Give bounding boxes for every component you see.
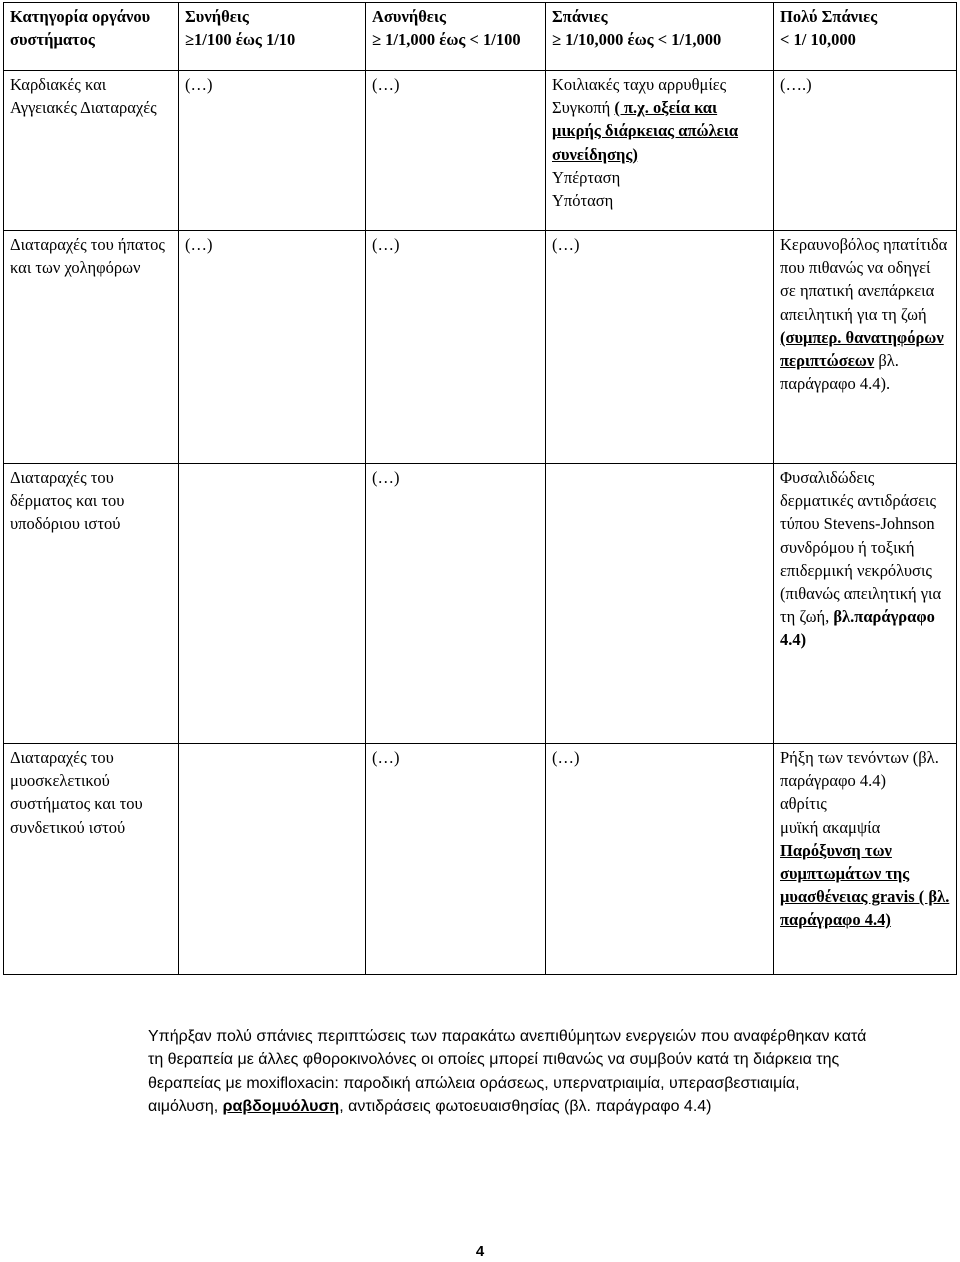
musculo-very-rare-item: Ρήξη των τενόντων (βλ. παράγραφο 4.4) — [780, 748, 939, 791]
skin-very-rare: Φυσαλιδώδεις δερματικές αντιδράσεις τύπου Stevens-Johnson συνδρόμου ή τοξική επιδερμική νεκρόλυσις (πιθανώς απειλητική για τη ζωή, βλ.παράγραφο 4.4) — [774, 464, 957, 744]
cardiac-rare — [546, 71, 774, 231]
musculo-very-rare — [774, 744, 957, 975]
skin-common — [179, 464, 366, 744]
organ-skin: Διαταραχές του δέρματος και του υποδόριου ιστού — [4, 464, 179, 744]
header-common-range: ≥1/100 έως 1/10 — [185, 30, 296, 50]
header-very-rare-title: Πολύ Σπάνιες — [780, 7, 878, 26]
header-uncommon-range: ≥ 1/1,000 έως < 1/100 — [372, 30, 521, 50]
liver-rare: (…) — [546, 231, 774, 464]
musculo-very-rare-item: αθρίτις — [780, 794, 827, 814]
skin-uncommon: (…) — [366, 464, 546, 744]
adverse-reactions-table — [3, 2, 957, 975]
table-header-row — [4, 3, 957, 71]
header-common-title: Συνήθεις — [185, 7, 249, 26]
musculo-very-rare-item: μυϊκή ακαμψία — [780, 817, 881, 837]
header-organ-class: Κατηγορία οργάνου συστήματος — [4, 3, 179, 71]
musculo-common — [179, 744, 366, 975]
cardiac-rare-note: ( π.χ. οξεία και μικρής διάρκειας απώλεια συνείδησης) — [552, 98, 739, 164]
header-rare — [546, 3, 774, 71]
header-uncommon-title: Ασυνήθεις — [372, 7, 446, 26]
table-row-liver — [4, 231, 957, 464]
cardiac-rare-item: Κοιλιακές ταχυ αρρυθμίες — [552, 75, 727, 94]
cardiac-rare-item: Συγκοπή ( π.χ. οξεία και μικρής διάρκειας απώλεια συνείδησης) — [552, 98, 739, 164]
musculo-uncommon: (…) — [366, 744, 546, 975]
liver-common: (…) — [179, 231, 366, 464]
skin-very-rare-note: βλ.παράγραφο 4.4) — [780, 607, 935, 650]
cardiac-common: (…) — [179, 71, 366, 231]
organ-musculo: Διαταραχές του μυοσκελετικού συστήματος και του συνδετικού ιστού — [4, 744, 179, 975]
musculo-very-rare-item: Παρόξυνση των συμπτωμάτων της μυασθένειας gravis ( βλ. παράγραφο 4.4) — [780, 840, 950, 930]
footnote-emphasis: ραβδομυόλυση — [222, 1098, 340, 1116]
organ-cardiac: Καρδιακές και Αγγειακές Διαταραχές — [4, 71, 179, 231]
cardiac-rare-item: Υπόταση — [552, 191, 614, 211]
musculo-rare: (…) — [546, 744, 774, 975]
header-rare-range: ≥ 1/10,000 έως < 1/1,000 — [552, 30, 722, 50]
cardiac-rare-item: Υπέρταση — [552, 167, 621, 187]
table-row-skin — [4, 464, 957, 744]
header-common — [179, 3, 366, 71]
cardiac-uncommon: (…) — [366, 71, 546, 231]
header-very-rare-range: < 1/ 10,000 — [780, 30, 856, 50]
table-row-musculo — [4, 744, 957, 975]
header-very-rare — [774, 3, 957, 71]
table-row-cardiac — [4, 71, 957, 231]
header-rare-title: Σπάνιες — [552, 7, 608, 26]
page-number: 4 — [475, 1243, 485, 1260]
liver-very-rare-note: (συμπερ. θανατηφόρων περιπτώσεων — [780, 327, 944, 371]
footnote-paragraph: Υπήρξαν πολύ σπάνιες περιπτώσεις των παρακάτω ανεπιθύμητων ενεργειών που αναφέρθηκαν κατά τη θεραπεία με άλλες φθοροκινολόνες οι οποίες μπορεί πιθανώς να συμβούν κατά τη διάρκεια της θεραπείας με moxifloxacin: παροδική απώλεια οράσεως, υπερνατριαιμία, υπερασβεστιαιμία, αιμόλυση, ραβδομυόλυση, αντιδράσεις φωτοευαισθησίας (βλ. παράγραφο 4.4) — [148, 1028, 867, 1116]
liver-uncommon: (…) — [366, 231, 546, 464]
liver-very-rare: Κεραυνοβόλος ηπατίτιδα που πιθανώς να οδηγεί σε ηπατική ανεπάρκεια απειλητική για τη ζωή (συμπερ. θανατηφόρων περιπτώσεων βλ. παράγραφο 4.4). — [774, 231, 957, 464]
skin-rare — [546, 464, 774, 744]
header-uncommon — [366, 3, 546, 71]
organ-liver: Διαταραχές του ήπατος και των χοληφόρων — [4, 231, 179, 464]
cardiac-very-rare: (….) — [774, 71, 957, 231]
